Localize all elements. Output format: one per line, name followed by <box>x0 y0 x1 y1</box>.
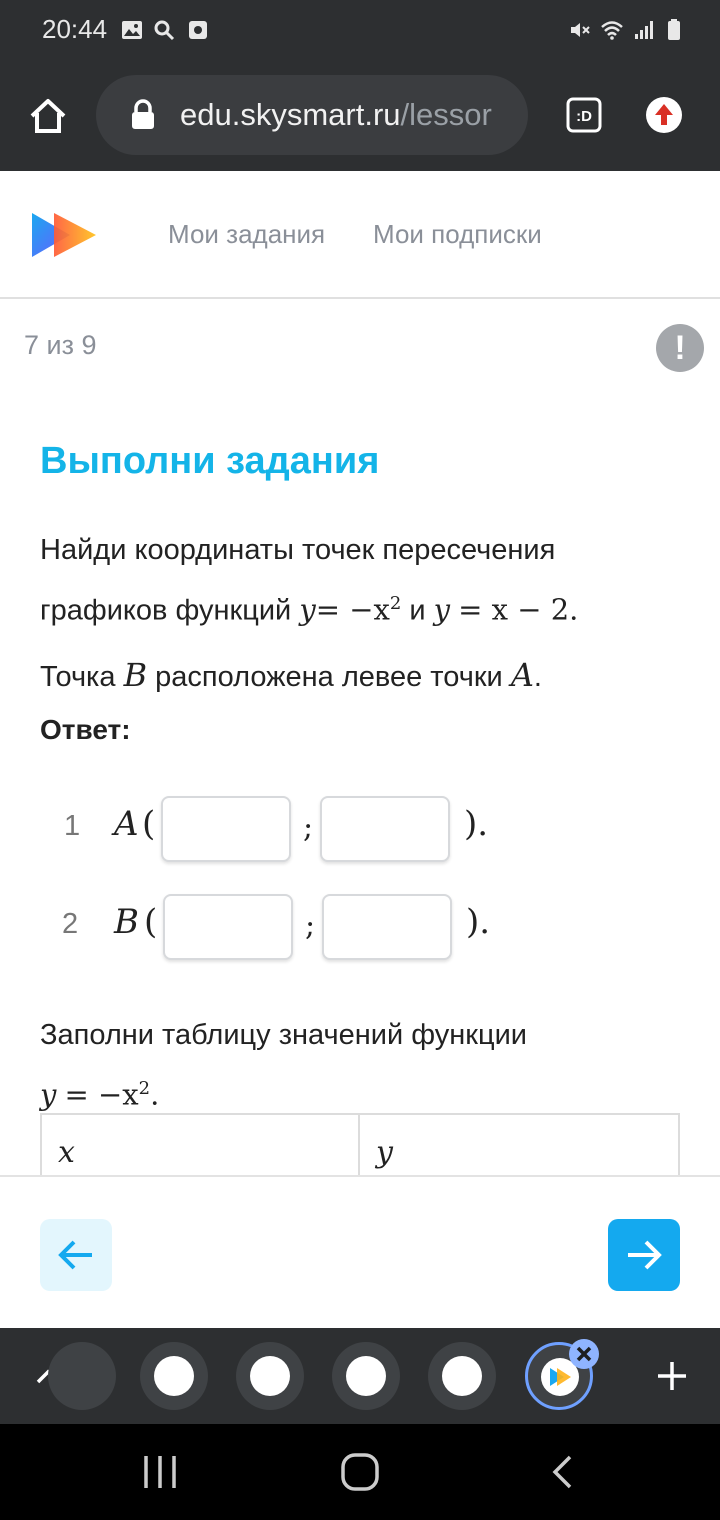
arrow-left-icon <box>56 1235 96 1275</box>
tab-2[interactable] <box>236 1342 304 1410</box>
task-progress: 7 из 9 <box>24 330 97 360</box>
table-instruction <box>40 1008 700 1123</box>
task-statement <box>40 523 710 704</box>
mute-icon <box>568 18 592 42</box>
url-path: /lessor <box>400 97 492 132</box>
separator: ; <box>303 810 314 845</box>
separator: ; <box>305 908 316 943</box>
back-icon[interactable] <box>548 1454 576 1490</box>
open-paren: ( <box>142 804 156 844</box>
gallery-icon <box>120 18 144 42</box>
tab-3[interactable] <box>332 1342 400 1410</box>
tab-partial[interactable] <box>48 1342 116 1410</box>
arrow-right-icon <box>624 1235 664 1275</box>
search-icon <box>152 18 176 42</box>
lock-icon[interactable] <box>130 99 156 131</box>
nav-my-tasks[interactable]: Мои задания <box>168 219 326 249</box>
skysmart-logo[interactable] <box>30 211 98 259</box>
tab-switcher-icon[interactable] <box>566 97 602 133</box>
url-host: edu.skysmart.ru <box>180 97 401 132</box>
prev-task-button[interactable] <box>40 1219 112 1291</box>
system-navigation-bar <box>0 1424 720 1520</box>
site-header <box>0 171 720 299</box>
table-header-y: y <box>376 1135 393 1170</box>
home-nav-icon[interactable] <box>340 1452 380 1492</box>
update-icon[interactable] <box>644 95 684 135</box>
point-a-y-input[interactable] <box>320 796 450 862</box>
next-task-button[interactable] <box>608 1219 680 1291</box>
point-a-x-input[interactable] <box>161 796 291 862</box>
answer-label: Ответ: <box>40 714 131 745</box>
url-text[interactable] <box>180 97 492 133</box>
task-navigation-bar <box>0 1175 720 1327</box>
screen-record-icon <box>186 18 210 42</box>
close-paren: ). <box>466 902 491 942</box>
table-intro-text: Заполни таблицу значений функции <box>40 1019 527 1051</box>
report-issue-button[interactable]: ! <box>656 324 704 372</box>
hand-favicon-icon <box>442 1356 482 1396</box>
close-paren: ). <box>464 804 489 844</box>
point-b-label: B <box>114 902 139 942</box>
hand-favicon-icon <box>250 1356 290 1396</box>
hand-favicon-icon <box>346 1356 386 1396</box>
task-title: Выполни задания <box>40 440 380 482</box>
statement-line-1: Найди координаты точек пересечения <box>40 534 556 566</box>
signal-icon <box>632 18 656 42</box>
recent-apps-icon[interactable] <box>140 1454 180 1490</box>
new-tab-icon[interactable] <box>656 1360 688 1392</box>
hand-favicon-icon <box>154 1356 194 1396</box>
tab-1[interactable] <box>140 1342 208 1410</box>
answer-row-number: 1 <box>64 810 81 842</box>
tab-bar <box>0 1328 720 1424</box>
close-tab-icon[interactable] <box>568 1338 600 1370</box>
status-bar <box>0 0 720 60</box>
values-table <box>40 1113 680 1175</box>
address-bar[interactable] <box>96 75 528 155</box>
browser-toolbar <box>0 60 720 171</box>
table-header-x: x <box>42 1115 360 1177</box>
wifi-icon <box>600 18 624 42</box>
table-function: $y = -x^2$. <box>40 1077 160 1112</box>
point-b-x-input[interactable] <box>163 894 293 960</box>
answer-row-b <box>0 894 720 960</box>
statement-line-2: графиков функций $y= -x^2$ и y = x − 2. <box>40 592 579 627</box>
tab-4[interactable] <box>428 1342 496 1410</box>
status-time: 20:44 <box>42 14 108 44</box>
statement-line-3: Точка B расположена левее точки A. <box>40 655 542 694</box>
answer-row-a <box>0 796 720 862</box>
point-a-label: A <box>114 804 139 844</box>
svg-text::D: :D <box>576 108 592 125</box>
open-paren: ( <box>144 902 158 942</box>
battery-icon <box>662 18 686 42</box>
home-icon[interactable] <box>28 96 68 136</box>
answer-row-number: 2 <box>62 908 79 940</box>
nav-my-subscriptions[interactable]: Мои подписки <box>373 219 542 249</box>
point-b-y-input[interactable] <box>322 894 452 960</box>
